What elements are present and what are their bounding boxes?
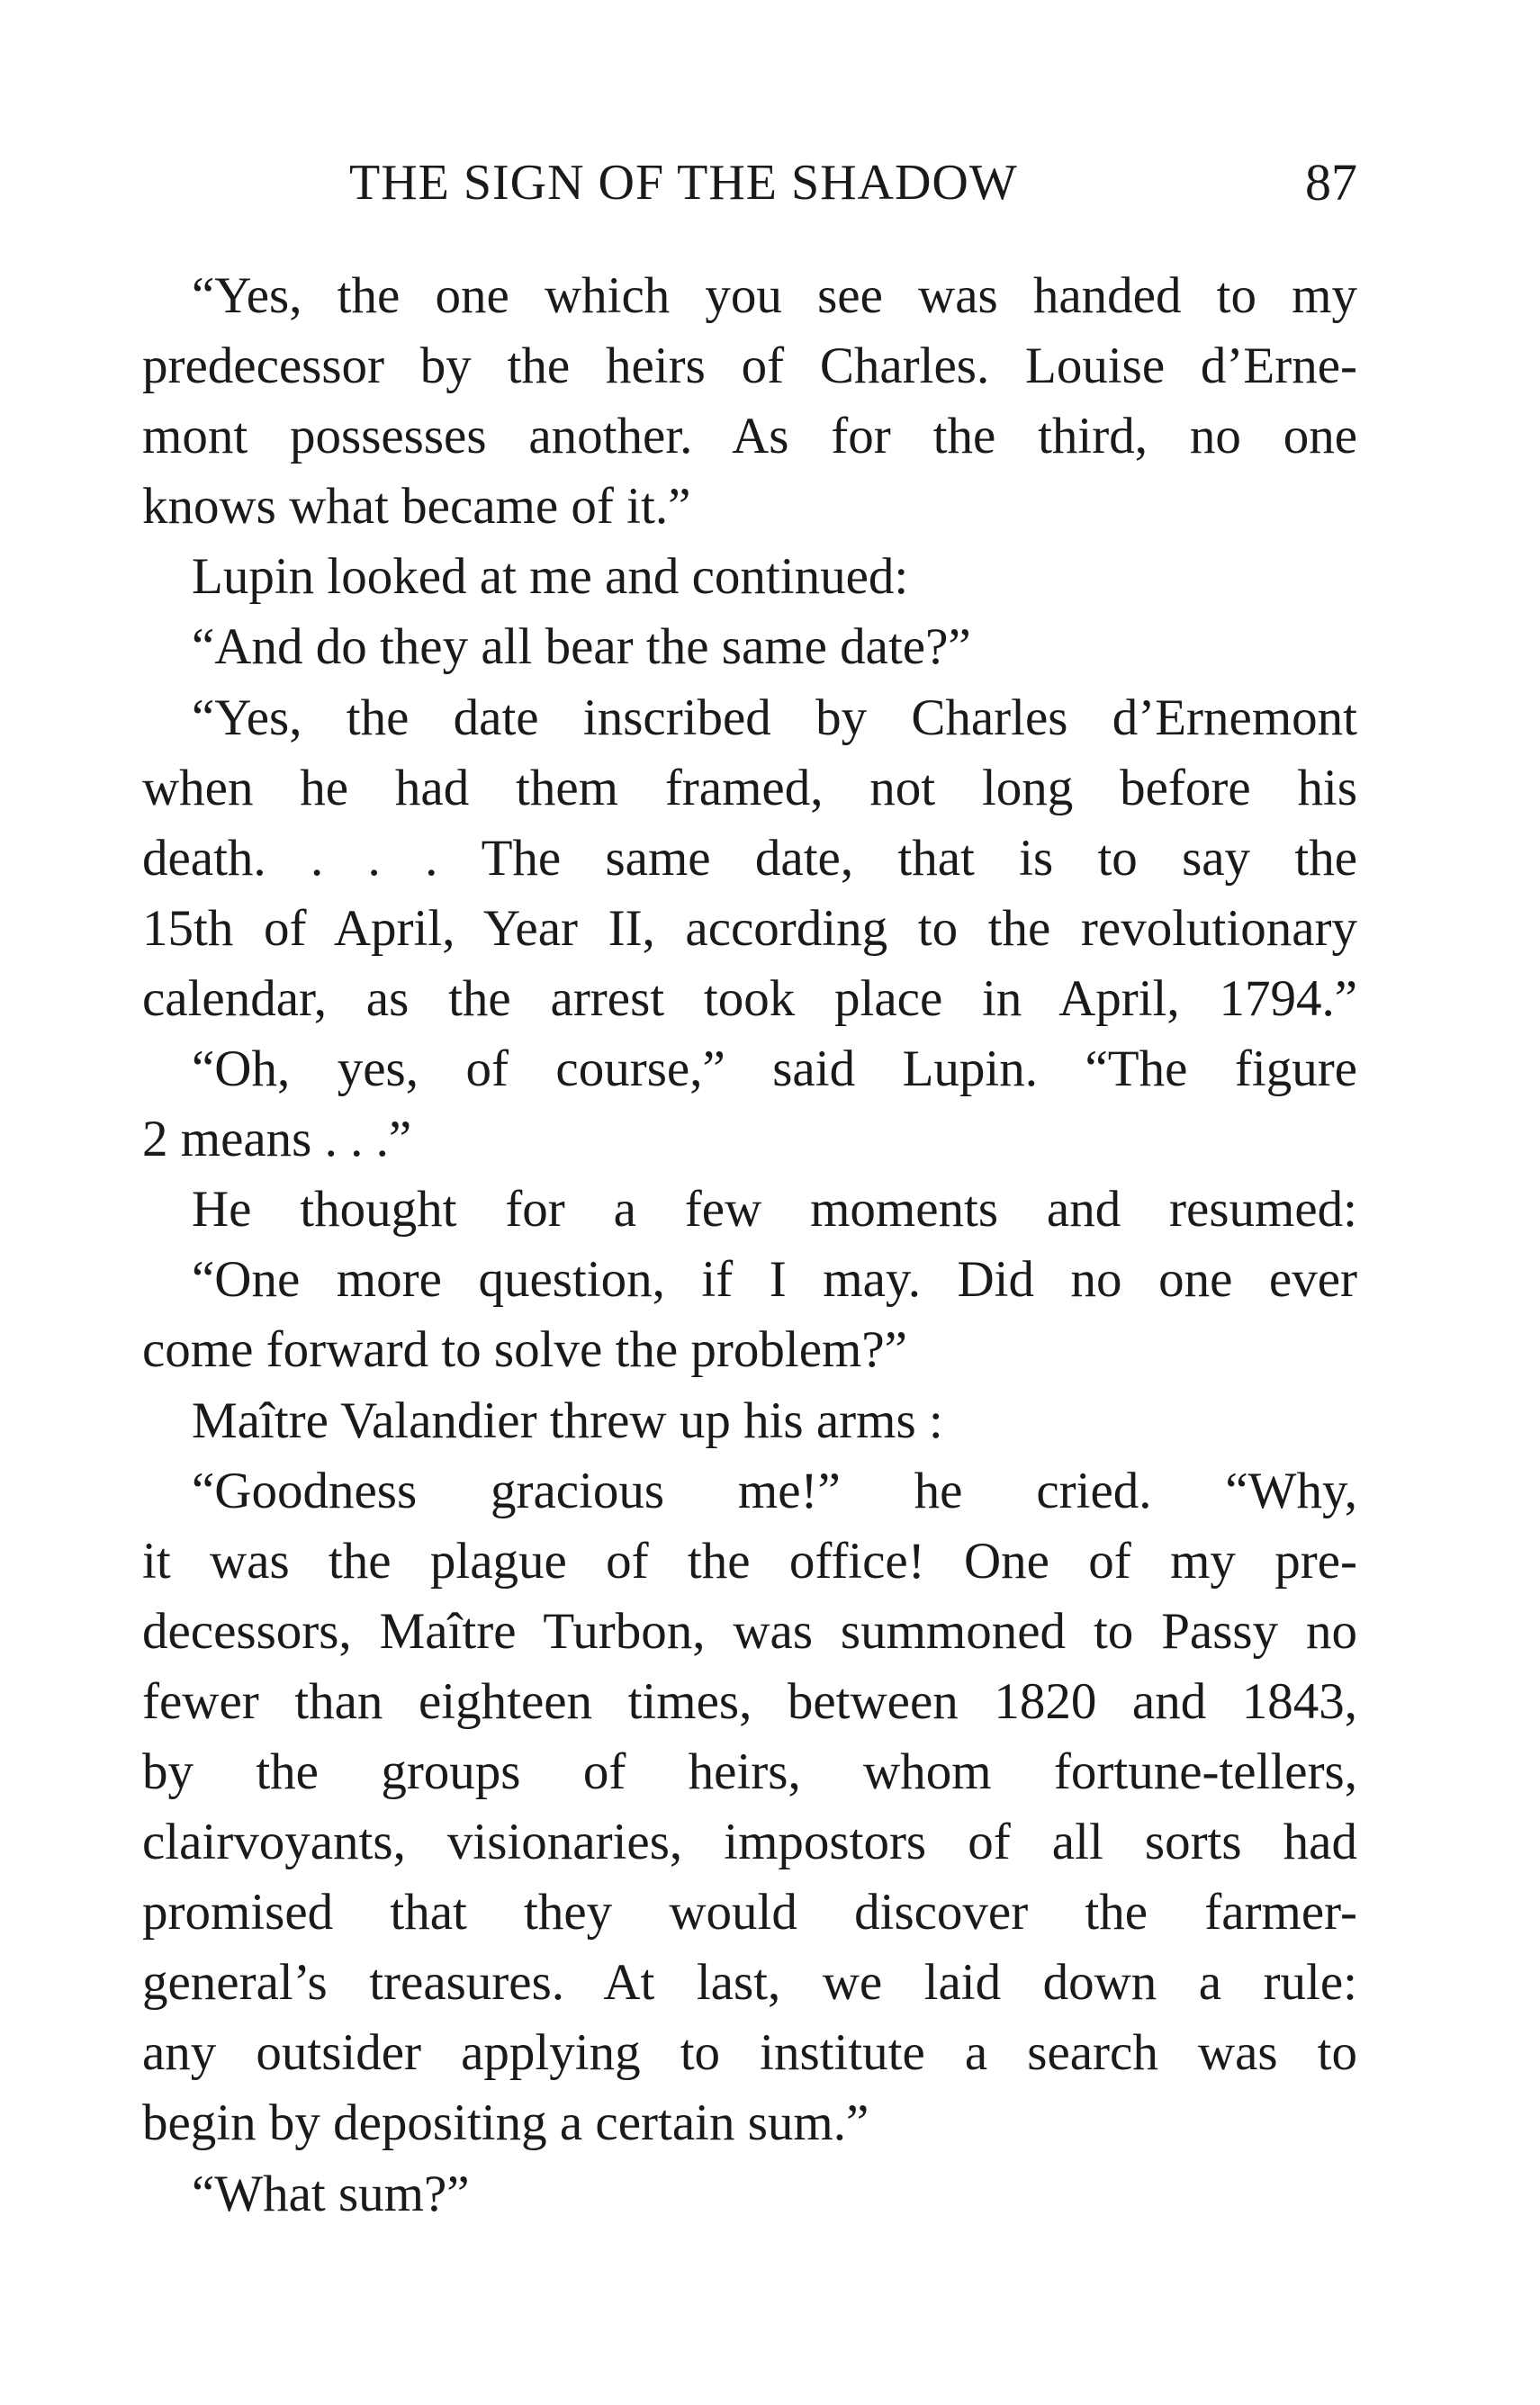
page-header <box>142 151 1357 214</box>
page-number: 87 <box>1305 153 1357 212</box>
text-line: death. . . . The same date, that is to say the <box>142 829 1357 887</box>
text-line: “Yes, the one which you see was handed to my <box>192 267 1357 324</box>
text-line: general’s treasures. At last, we laid down a rule: <box>142 1954 1357 2012</box>
text-line: “And do they all bear the same date?” <box>192 618 971 676</box>
text-line: promised that they would discover the farmer- <box>142 1884 1357 1941</box>
text-line: come forward to solve the problem?” <box>142 1321 907 1379</box>
body-text <box>142 261 1357 2229</box>
text-line: 15th of April, Year II, according to the revolutionary <box>142 899 1357 957</box>
text-line: when he had them framed, not long before his <box>142 759 1357 816</box>
running-title: THE SIGN OF THE SHADOW <box>349 155 1018 211</box>
text-line: Maître Valandier threw up his arms : <box>192 1392 943 1449</box>
text-line: by the groups of heirs, whom fortune-tellers, <box>142 1743 1357 1800</box>
text-line: decessors, Maître Turbon, was summoned to Passy no <box>142 1602 1357 1660</box>
text-line: fewer than eighteen times, between 1820 and 1843, <box>142 1672 1357 1730</box>
text-line: He thought for a few moments and resumed: <box>192 1181 1357 1239</box>
text-line: clairvoyants, visionaries, impostors of all sorts had <box>142 1814 1357 1871</box>
text-line: “Goodness gracious me!” he cried. “Why, <box>192 1462 1357 1519</box>
text-line: “Oh, yes, of course,” said Lupin. “The figure <box>192 1040 1357 1098</box>
text-line: “What sum?” <box>192 2165 470 2222</box>
text-line: mont possesses another. As for the third, no one <box>142 408 1357 465</box>
text-line: “One more question, if I may. Did no one ever <box>192 1251 1357 1309</box>
text-line: predecessor by the heirs of Charles. Louise d’Erne- <box>142 338 1357 395</box>
text-line: “Yes, the date inscribed by Charles d’Ernemont <box>192 689 1357 746</box>
text-line: Lupin looked at me and continued: <box>192 548 909 606</box>
text-line: knows what became of it.” <box>142 478 691 536</box>
text-line: calendar, as the arrest took place in April, 1794.” <box>142 969 1357 1027</box>
text-line: begin by depositing a certain sum.” <box>142 2094 869 2152</box>
text-line: any outsider applying to institute a search was to <box>142 2024 1357 2082</box>
text-line: 2 means . . .” <box>142 1111 412 1168</box>
text-line: it was the plague of the office! One of my pre- <box>142 1532 1357 1590</box>
